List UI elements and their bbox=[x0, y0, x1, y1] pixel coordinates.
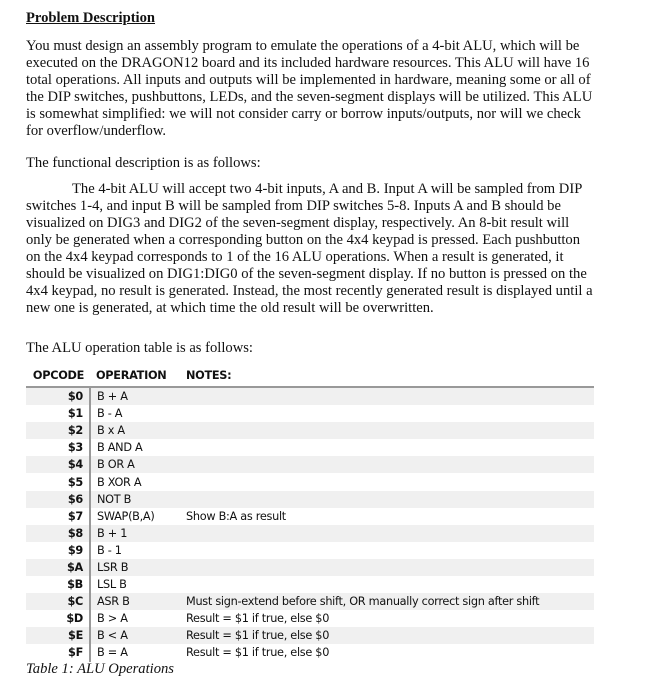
opcode-cell: $9 bbox=[26, 542, 90, 559]
table-row bbox=[26, 559, 594, 576]
opcode-cell: $3 bbox=[26, 439, 90, 456]
operation-cell: B + A bbox=[90, 387, 186, 405]
notes-cell: Result = $1 if true, else $0 bbox=[186, 646, 330, 660]
paragraph-line: total operations. All inputs and outputs will be implemented in hardware, meaning some or all of bbox=[26, 72, 591, 88]
notes-cell bbox=[186, 525, 594, 542]
paragraph-line: executed on the DRAGON12 board and its included hardware resources. This ALU will have 16 bbox=[26, 55, 590, 71]
table-row bbox=[26, 508, 594, 525]
table-row bbox=[26, 627, 594, 644]
opcode-cell: $D bbox=[26, 610, 90, 627]
notes-cell bbox=[186, 439, 594, 456]
table-row bbox=[26, 491, 594, 508]
operation-cell: ASR B bbox=[90, 593, 186, 610]
table-row bbox=[26, 439, 594, 456]
table-row bbox=[26, 456, 594, 473]
paragraph-line: the DIP switches, pushbuttons, LEDs, and the seven-segment displays will be utilized. This ALU bbox=[26, 89, 593, 105]
operation-cell: LSL B bbox=[97, 578, 127, 592]
notes-cell bbox=[186, 576, 594, 593]
operation-cell: B OR A bbox=[90, 456, 186, 473]
opcode-cell: $0 bbox=[26, 387, 90, 405]
operation-cell: LSR B bbox=[90, 559, 186, 576]
table-row bbox=[26, 422, 594, 439]
operation-cell: B < A bbox=[90, 627, 186, 644]
paragraph-line: for overflow/underflow. bbox=[26, 123, 167, 139]
paragraph-line: should be visualized on DIG1:DIG0 of the seven-segment display. If no button is pressed on the bbox=[26, 266, 587, 282]
opcode-cell: $B bbox=[26, 576, 90, 593]
opcode-cell: $F bbox=[26, 644, 90, 661]
section-title: Problem Description bbox=[26, 10, 156, 26]
table-intro: The ALU operation table is as follows: bbox=[26, 340, 253, 356]
opcode-cell: $5 bbox=[26, 473, 90, 490]
table-row bbox=[26, 542, 594, 559]
table-row bbox=[26, 473, 594, 490]
opcode-cell: $E bbox=[26, 627, 90, 644]
operation-cell: B = A bbox=[97, 646, 128, 660]
alu-operations-table bbox=[26, 367, 594, 662]
opcode-cell: $7 bbox=[26, 508, 90, 525]
table-row bbox=[26, 405, 594, 422]
paragraph-line: on the 4x4 keypad corresponds to 1 of the 16 ALU operations. When a result is generated, it bbox=[26, 249, 564, 265]
operation-cell: B AND A bbox=[97, 441, 143, 455]
table-row bbox=[26, 525, 594, 542]
opcode-cell: $4 bbox=[26, 456, 90, 473]
paragraph-line: new one is generated, at which time the old result will be overwritten. bbox=[26, 300, 434, 316]
table-row bbox=[26, 387, 594, 405]
notes-cell bbox=[186, 422, 594, 439]
header-operation: OPERATION bbox=[90, 367, 186, 387]
paragraph-line: only be generated when a corresponding button on the 4x4 keypad is pressed. Each pushbutton bbox=[26, 232, 581, 248]
operation-cell: B XOR A bbox=[97, 475, 142, 489]
paragraph-line: visualized on DIG3 and DIG2 of the seven-segment display, respectively. An 8-bit result will bbox=[26, 215, 570, 231]
table-row bbox=[26, 644, 594, 661]
notes-cell bbox=[186, 473, 594, 490]
operation-cell: SWAP(B,A) bbox=[97, 509, 155, 523]
notes-cell bbox=[186, 456, 594, 473]
notes-cell: Result = $1 if true, else $0 bbox=[186, 612, 330, 626]
opcode-cell: $6 bbox=[26, 491, 90, 508]
operation-cell: B - 1 bbox=[97, 543, 122, 557]
operation-cell: B x A bbox=[90, 422, 186, 439]
notes-cell: Must sign-extend before shift, OR manually correct sign after shift bbox=[186, 593, 594, 610]
opcode-cell: $2 bbox=[26, 422, 90, 439]
operation-cell: B + 1 bbox=[90, 525, 186, 542]
table-caption: Table 1: ALU Operations bbox=[26, 661, 174, 677]
header-opcode: OPCODE bbox=[26, 367, 90, 387]
table-row bbox=[26, 593, 594, 610]
notes-cell bbox=[186, 491, 594, 508]
notes-cell: Result = $1 if true, else $0 bbox=[186, 627, 594, 644]
intro-paragraph bbox=[26, 38, 626, 140]
table-header-row bbox=[26, 367, 594, 387]
paragraph-line: 4x4 keypad, no result is generated. Instead, the most recently generated result is displayed until a bbox=[26, 283, 593, 299]
opcode-cell: $A bbox=[26, 559, 90, 576]
notes-cell bbox=[186, 559, 594, 576]
opcode-cell: $8 bbox=[26, 525, 90, 542]
operation-cell: NOT B bbox=[90, 491, 186, 508]
notes-cell bbox=[186, 387, 594, 405]
operation-cell: B - A bbox=[97, 407, 123, 421]
notes-cell: Show B:A as result bbox=[186, 509, 286, 523]
notes-cell bbox=[186, 405, 594, 422]
notes-cell bbox=[186, 542, 594, 559]
opcode-cell: $C bbox=[26, 593, 90, 610]
paragraph-line: is somewhat simplified: we will not consider carry or borrow inputs/outputs, nor will we check bbox=[26, 106, 581, 122]
opcode-cell: $1 bbox=[26, 405, 90, 422]
table-row bbox=[26, 576, 594, 593]
functional-intro: The functional description is as follows: bbox=[26, 155, 261, 171]
functional-description-paragraph bbox=[26, 181, 626, 317]
paragraph-line: The 4-bit ALU will accept two 4-bit inputs, A and B. Input A will be sampled from DIP bbox=[72, 181, 583, 197]
paragraph-line: You must design an assembly program to emulate the operations of a 4-bit ALU, which will be bbox=[26, 38, 580, 54]
operation-cell: B > A bbox=[97, 612, 128, 626]
table-row bbox=[26, 610, 594, 627]
header-notes: NOTES: bbox=[186, 367, 594, 387]
paragraph-line: switches 1-4, and input B will be sampled from DIP switches 5-8. Inputs A and B should be bbox=[26, 198, 561, 214]
